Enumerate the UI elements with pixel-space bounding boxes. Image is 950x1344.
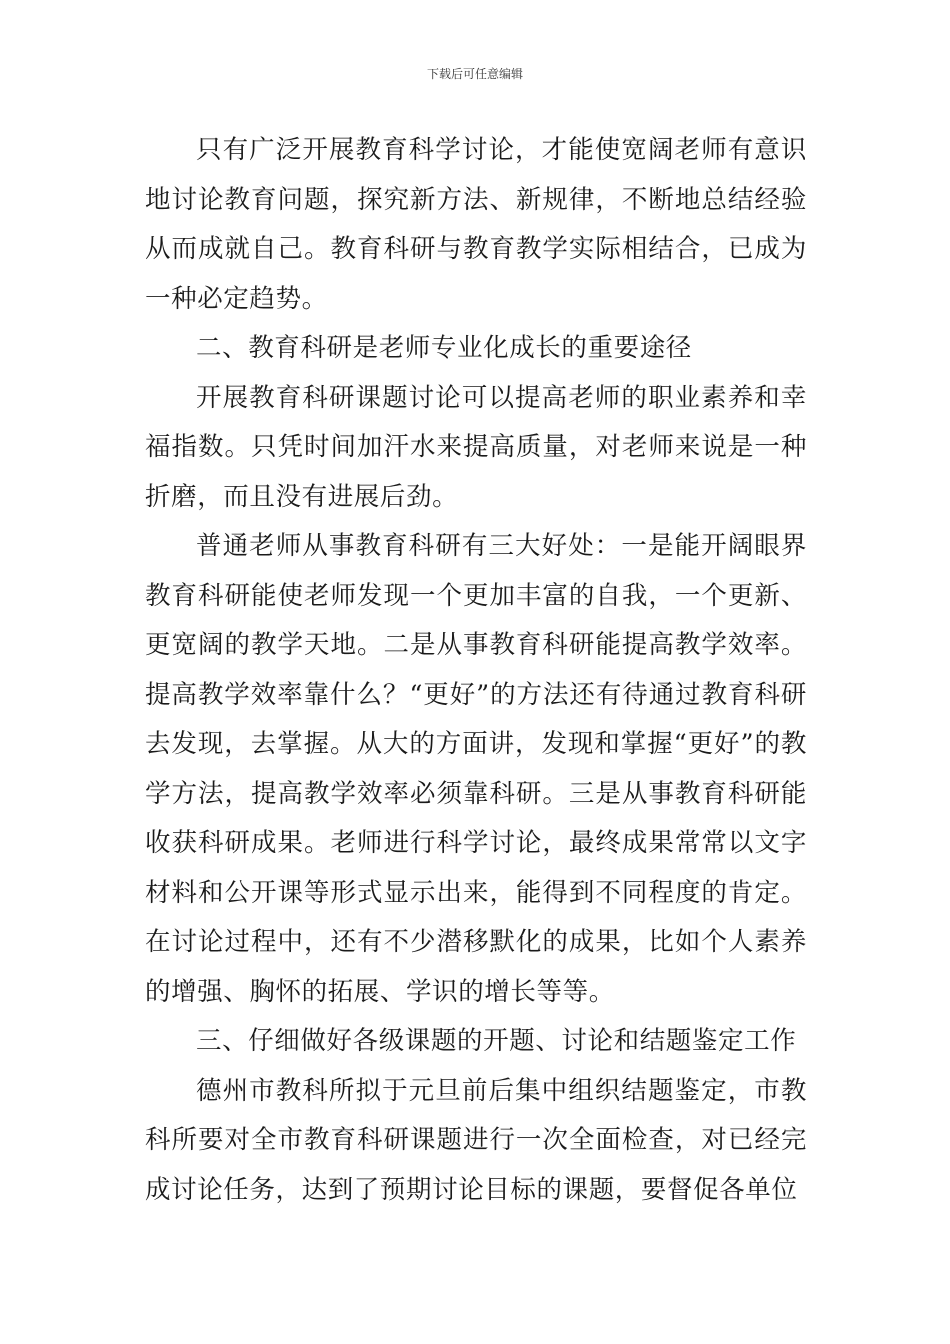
paragraph-professional-growth: 开展教育科研课题讨论可以提高老师的职业素养和幸福指数。只凭时间加汗水来提高质量，对老师来说是一种折磨，而且没有进展后劲。 — [145, 382, 807, 512]
document-body — [145, 126, 807, 1215]
paragraph-research-trend: 只有广泛开展教育科学讨论，才能使宽阔老师有意识地讨论教育问题，探究新方法、新规律，不断地总结经验从而成就自己。教育科研与教育教学实际相结合，已成为一种必定趋势。 — [145, 135, 807, 314]
section-heading-two: 二、教育科研是老师专业化成长的重要途径 — [196, 333, 692, 363]
page-header: 下载后可任意编辑 — [426, 67, 523, 81]
section-heading-three: 三、仔细做好各级课题的开题、讨论和结题鉴定工作 — [196, 1026, 797, 1056]
paragraph-three-benefits: 普通老师从事教育科研有三大好处：一是能开阔眼界教育科研能使老师发现一个更加丰富的自我，一个更新、更宽阔的教学天地。二是从事教育科研能提高教学效率。提高教学效率靠什么？“更好”的方法还有待通过教育科研去发现，去掌握。从大的方面讲，发现和掌握“更好”的教学方法，提高教学效率必须靠科研。三是从事教育科研能收获科研成果。老师进行科学讨论，最终成果常常以文字材料和公开课等形式显示出来，能得到不同程度的肯定。在讨论过程中，还有不少潜移默化的成果，比如个人素养的增强、胸怀的拓展、学识的增长等等。 — [145, 531, 807, 1007]
paragraph-dezhou-appraisal: 德州市教科所拟于元旦前后集中组织结题鉴定，市教科所要对全市教育科研课题进行一次全面检查，对已经完成讨论任务，达到了预期讨论目标的课题，要督促各单位 — [145, 1075, 807, 1205]
